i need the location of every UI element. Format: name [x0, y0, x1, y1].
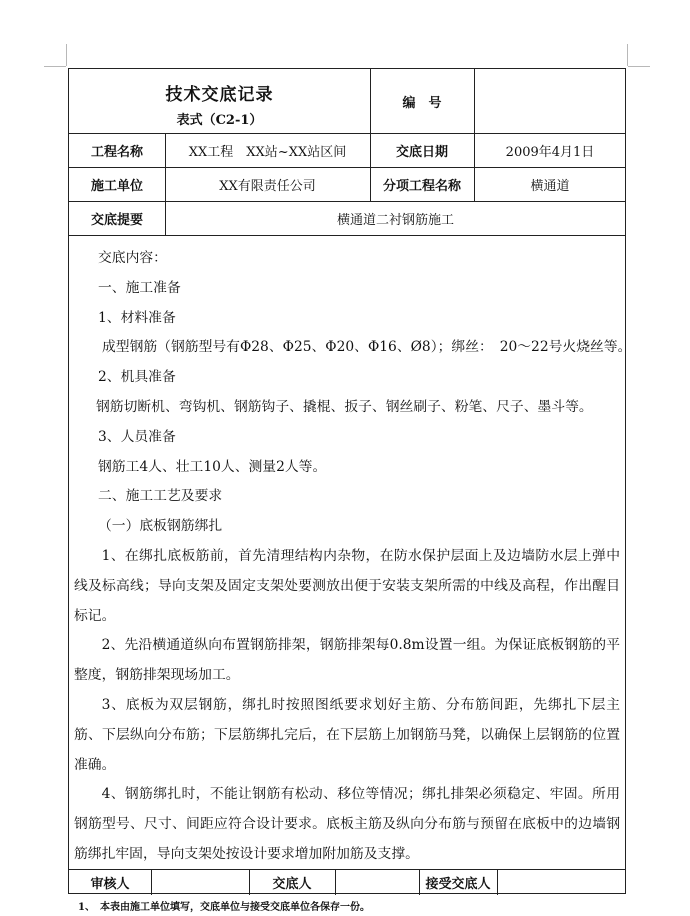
content-paragraph: 2、先沿横通道纵向布置钢筋排架，钢筋排架每0.8m设置一组。为保证底板钢筋的平整度，钢筋排架现场加工。: [74, 637, 620, 684]
subsection-heading: 1、材料准备: [98, 309, 176, 326]
content-paragraph: 3、底板为双层钢筋，绑扎时按照图纸要求划好主筋、分布筋间距，先绑扎下层主筋、下层纵向分布筋；下层筋绑扎完后，在下层筋上加钢筋马凳，以确保上层钢筋的位置准确。: [74, 696, 620, 773]
reviewer-value[interactable]: [151, 869, 249, 895]
date-value[interactable]: 2009年4月1日: [505, 144, 595, 160]
subsection-heading: 2、机具准备: [98, 369, 176, 386]
crop-mark-top-right-h: [628, 66, 650, 67]
number-value[interactable]: [474, 69, 626, 133]
crop-mark-top-left-h: [44, 66, 66, 67]
sub-project-label: 分项工程名称: [382, 178, 461, 194]
content-line: 成型钢筋（钢筋型号有Φ28、Φ25、Φ20、Φ16、Ø8）；绑丝： 20～22号火烧丝等。: [102, 339, 632, 356]
subsection-heading: （一）底板钢筋绑扎: [98, 518, 223, 535]
crop-mark-top-right-v: [627, 44, 628, 66]
presenter-value[interactable]: [335, 869, 419, 895]
sub-project-value[interactable]: 横通道: [530, 178, 570, 194]
construction-unit-label: 施工单位: [90, 178, 143, 194]
subsection-heading: 3、人员准备: [98, 428, 176, 445]
content-paragraph: 1、在绑扎底板筋前，首先清理结构内杂物，在防水保护层面上及边墙防水层上弹中线及标高线；导向支架及固定支架处要测放出便于安装支架所需的中线及高程，作出醒目标记。: [74, 547, 620, 624]
number-label: 编 号: [402, 95, 442, 111]
presenter-label: 交底人: [272, 876, 312, 892]
project-name-label: 工程名称: [90, 144, 143, 160]
construction-unit-value[interactable]: XX有限责任公司: [219, 178, 316, 194]
disclosure-content: [68, 238, 632, 868]
form-subtitle: 表式（C2-1）: [176, 112, 263, 128]
content-line: 钢筋切断机、弯钩机、钢筋钩子、撬棍、扳子、钢丝刷子、粉笔、尺子、墨斗等。: [96, 398, 593, 415]
receiver-label: 接受交底人: [425, 876, 491, 892]
form-title: 技术交底记录: [165, 84, 274, 105]
crop-mark-top-left-v: [66, 44, 67, 66]
section-heading: 一、施工准备: [98, 279, 181, 296]
content-paragraph: 4、钢筋绑扎时，不能让钢筋有松动、移位等情况；绑扎排架必须稳定、牢固。所用钢筋型号、尺寸、间距应符合设计要求。底板主筋及纵向分布筋与预留在底板中的边墙钢筋绑扎牢固，导向支架处按设计要求增加附加筋及支撑。: [74, 786, 620, 862]
section-heading: 二、施工工艺及要求: [98, 488, 223, 505]
reviewer-label: 审核人: [90, 876, 130, 892]
project-name-value[interactable]: XX工程 XX站~XX站区间: [188, 144, 347, 160]
receiver-value[interactable]: [497, 869, 626, 895]
summary-label: 交底提要: [90, 212, 143, 228]
content-line: 钢筋工4人、壮工10人、测量2人等。: [98, 458, 327, 475]
date-label: 交底日期: [395, 144, 448, 160]
content-heading: 交底内容：: [98, 250, 167, 266]
footnote: 1、 本表由施工单位填写，交底单位与接受交底单位各保存一份。: [78, 902, 370, 913]
summary-value[interactable]: 横通道二衬钢筋施工: [336, 212, 454, 228]
